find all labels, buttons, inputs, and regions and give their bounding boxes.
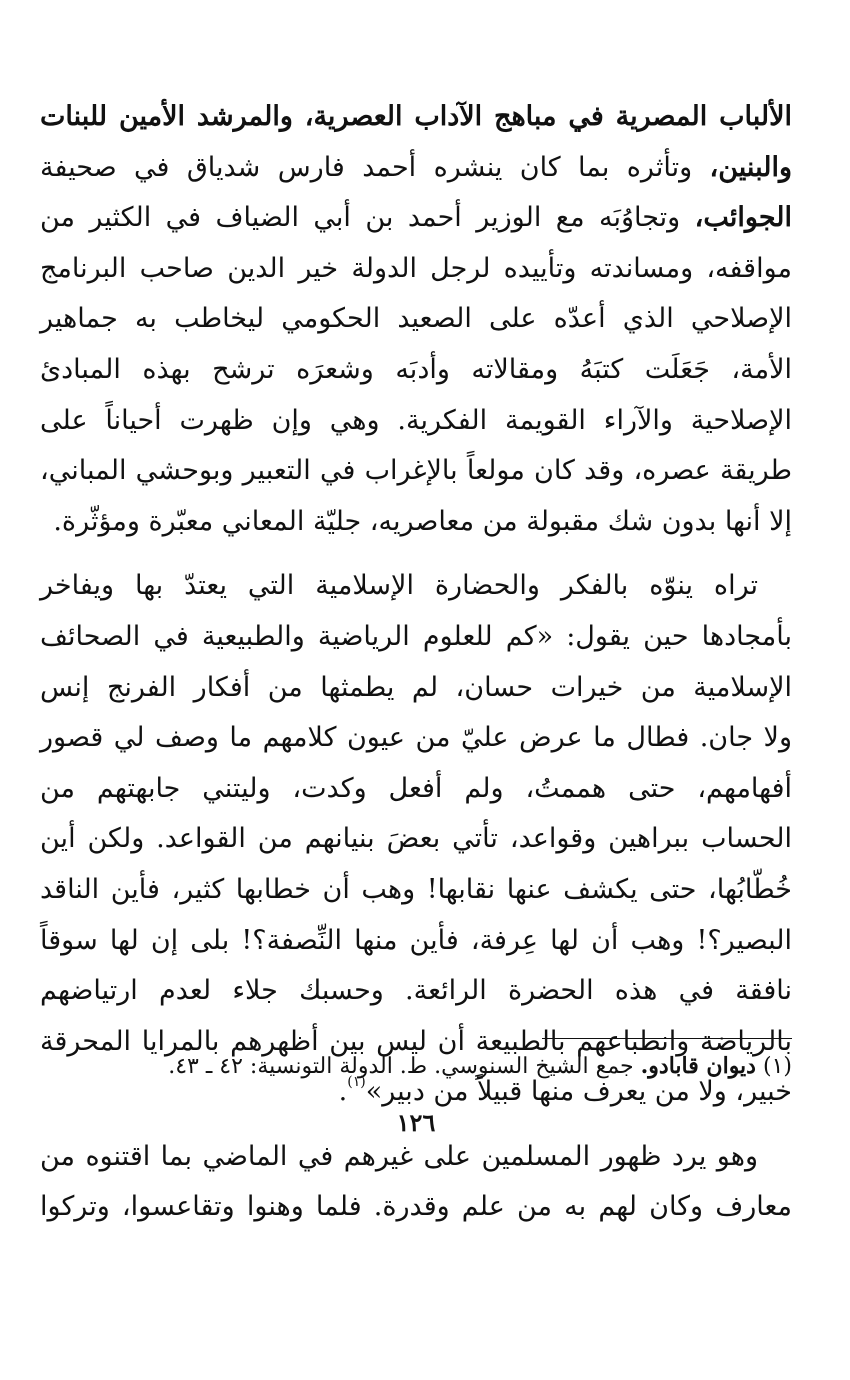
footnote-title: ديوان قابادو. xyxy=(640,1053,756,1079)
paragraph-line: طريقة عصره، وقد كان مولعاً بالإغراب في التعبير وبوحشي المباني، xyxy=(40,455,792,487)
paragraph-3 xyxy=(40,1132,792,1233)
line-text: خبير، ولا من يعرف منها قبيلاً من دبير» xyxy=(365,1076,792,1108)
paragraph-line xyxy=(40,143,792,194)
paragraph-line: خُطّابُها، حتى يكشف عنها نقابها! وهب أن خطابها كثير، فأين الناقد xyxy=(40,873,792,905)
paragraph-line: الحساب ببراهين وقواعد، تأتي بعضَ بنيانهم من القواعد. ولكن أين xyxy=(40,823,792,855)
paragraph-line: إلا أنها بدون شك مقبولة من معاصريه، جليّة المعاني معبّرة ومؤثّرة. xyxy=(53,505,792,537)
line-text: وتجاوُبَه مع الوزير أحمد بن أبي الضياف في الكثير من xyxy=(40,202,681,234)
footnote-divider xyxy=(542,1038,792,1039)
bold-book-title: الألباب المصرية في مباهج الآداب العصرية، والمرشد الأمين للبنات xyxy=(40,101,792,132)
paragraph-line: الإسلامية من خيرات حسان، لم يطمثها من أفكار الفرنج إنس xyxy=(40,671,792,703)
book-page xyxy=(40,92,792,1362)
paragraph-line: تراه ينوّه بالفكر والحضارة الإسلامية التي يعتدّ بها ويفاخر xyxy=(40,570,758,602)
paragraph-line: ولا جان. فطال ما عرض عليّ من عيون كلامهم ما وصف لي قصور xyxy=(40,722,792,754)
paragraph-line: نافقة في هذه الحضرة الرائعة. وحسبك جلاء لعدم ارتياضهم xyxy=(40,975,792,1007)
paragraph-line: مواقفه، ومساندته وتأييده لرجل الدولة خير الدين صاحب البرنامج xyxy=(40,252,792,284)
paragraph-line: الأمة، جَعَلَت كتبَهُ ومقالاته وأدبَه وشعرَه ترشح بهذه المبادئ xyxy=(40,353,792,385)
paragraph-line: بالرياضة وانطباعهم بالطبيعة أن ليس بين أظهرهم بالمرايا المحرقة xyxy=(40,1025,792,1057)
footnote-text: جمع الشيخ السنوسي. ط. الدولة التونسية: ٤٢ ـ ٤٣. xyxy=(168,1054,634,1079)
bold-newspaper-name: الجوائب، xyxy=(694,202,792,234)
paragraph-line: بأمجادها حين يقول: «كم للعلوم الرياضية والطبيعية في الصحائف xyxy=(40,620,792,652)
footnote-reference[interactable]: (١) xyxy=(347,1074,366,1091)
closing-period: . xyxy=(338,1076,348,1108)
paragraph-2 xyxy=(40,561,792,1118)
paragraph-line: الإصلاحي الذي أعدّه على الصعيد الحكومي ليخاطب به جماهير xyxy=(40,303,792,335)
footnote-number: (١) xyxy=(762,1054,792,1079)
paragraph-line xyxy=(40,92,792,143)
paragraph-line: الإصلاحية والآراء القويمة الفكرية. وهي وإن ظهرت أحياناً على xyxy=(40,404,792,436)
paragraph-line: معارف وكان لهم به من علم وقدرة. فلما وهنوا وتقاعسوا، وتركوا xyxy=(40,1191,792,1223)
paragraph-line: أفهامهم، حتى هممتُ، ولم أفعل وكدت، وليتني جابهتهم من xyxy=(40,772,792,804)
line-text: وتأثره بما كان ينشره أحمد فارس شدياق في صحيفة xyxy=(40,151,693,183)
paragraph-line: البصير؟! وهب أن لها عِرفة، فأين منها النِّصفة؟! بلى إن لها سوقاً xyxy=(40,924,792,956)
bold-book-title: والبنين، xyxy=(709,151,792,183)
page-number: ١٢٦ xyxy=(396,1108,436,1137)
footnote xyxy=(40,1048,792,1085)
paragraph-line xyxy=(40,193,792,244)
paragraph-1 xyxy=(40,92,792,547)
paragraph-line: وهو يرد ظهور المسلمين على غيرهم في الماضي بما اقتنوه من xyxy=(40,1140,758,1172)
